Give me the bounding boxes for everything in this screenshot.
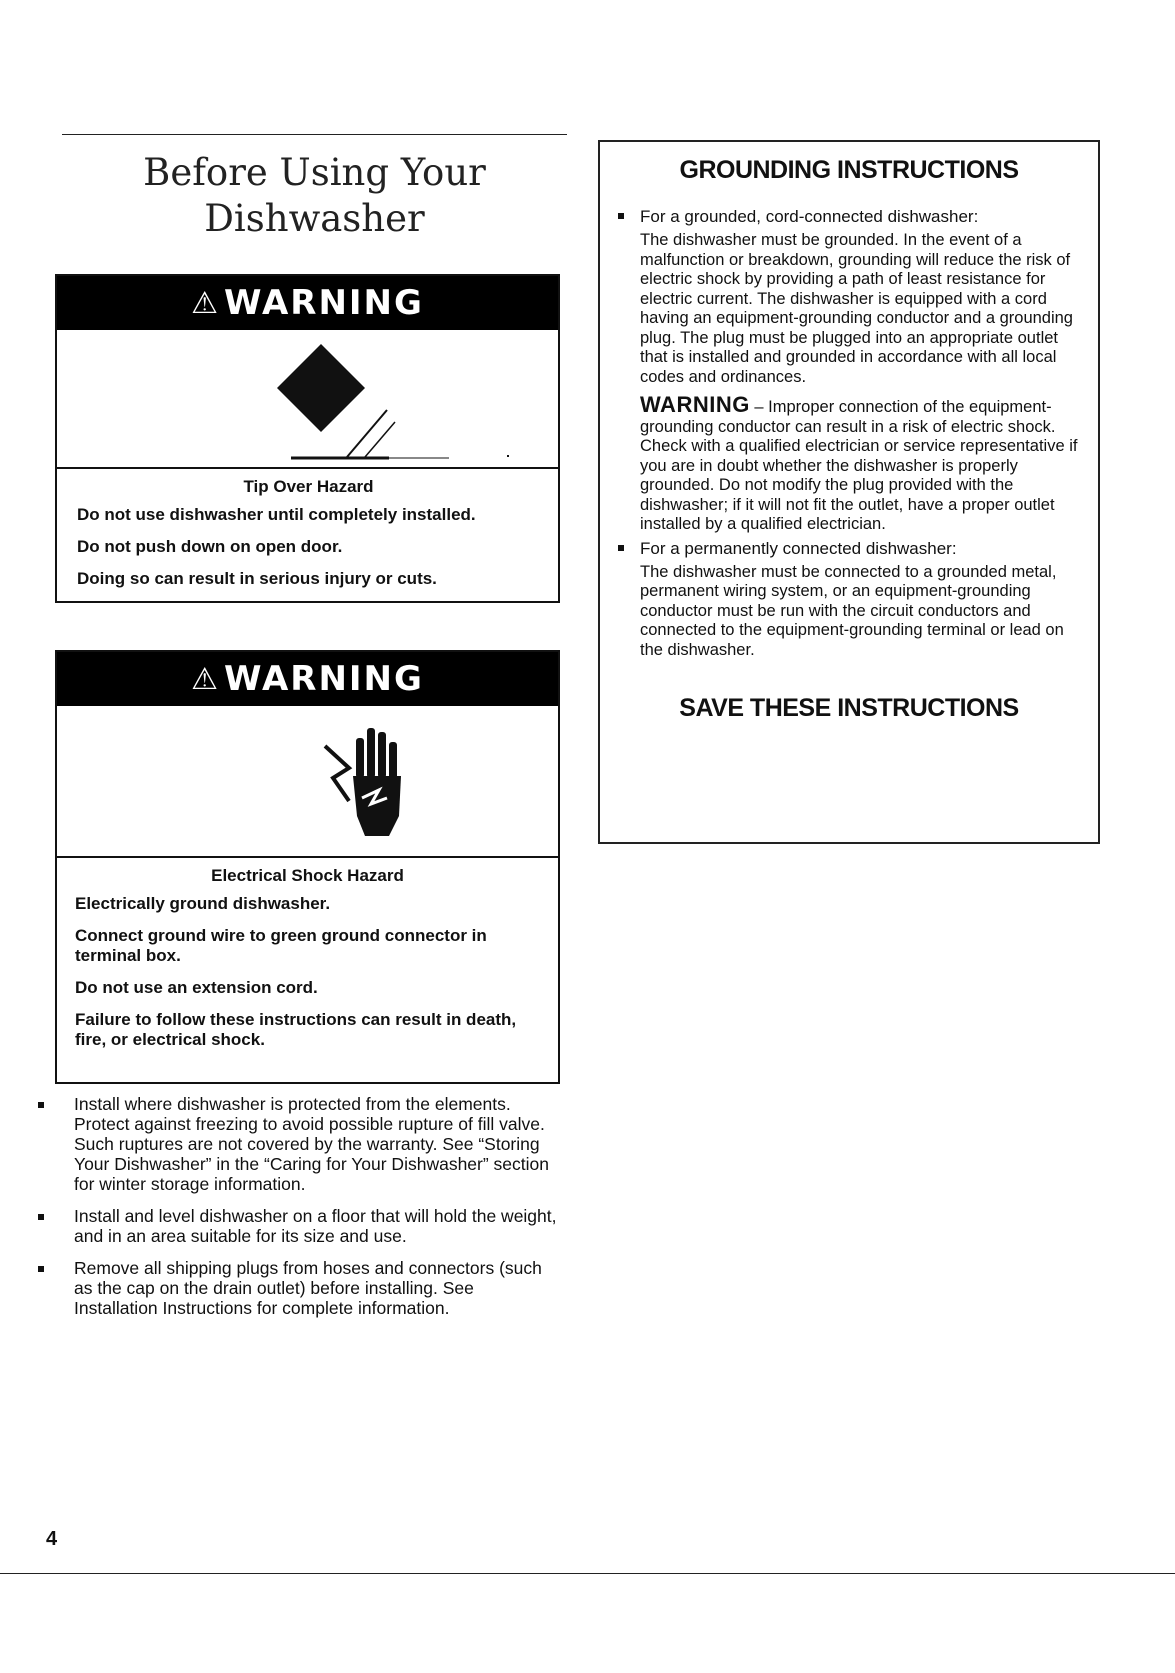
grounding-item-lead: For a grounded, cord-connected dishwasher: bbox=[614, 207, 1084, 227]
warning-word: WARNING bbox=[640, 392, 750, 417]
warning-triangle-icon: ⚠ bbox=[191, 661, 220, 697]
tip-over-icon bbox=[57, 330, 558, 467]
list-item: Install where dishwasher is protected from the elements. Protect against freezing to avoid possible rupture of fill valve. Such ruptures are not covered by the warranty. See “Storing Your Dishwasher” in the “Caring for Your Dishwasher” section for winter storage information. bbox=[38, 1094, 558, 1194]
grounding-item-text: The dishwasher must be grounded. In the event of a malfunction or breakdown, grounding will reduce the risk of electric shock by providing a path of least resistance for electric current. The dishwasher is equipped with a cord having an equipment-grounding conductor and a grounding plug. The plug must be plugged into an appropriate outlet that is installed and grounded in accordance with all local codes and ordinances. bbox=[640, 231, 1073, 386]
list-item: Remove all shipping plugs from hoses and connectors (such as the cap on the drain outlet) before installing. See Installation Instructions for complete information. bbox=[38, 1258, 558, 1318]
warning-line: Do not use dishwasher until completely installed. bbox=[77, 505, 476, 524]
save-instructions-heading: SAVE THESE INSTRUCTIONS bbox=[679, 694, 1019, 722]
warning-header-label: WARNING bbox=[223, 283, 424, 323]
warning-line: Failure to follow these instructions can result in death, fire, or electrical shock. bbox=[75, 1010, 517, 1049]
page-title-line2: Dishwasher bbox=[204, 197, 425, 240]
warning-header-label: WARNING bbox=[223, 659, 424, 699]
electrical-warning-text bbox=[57, 858, 558, 1070]
warning-line: Doing so can result in serious injury or cuts. bbox=[77, 569, 437, 588]
tip-over-pictogram bbox=[57, 330, 558, 469]
page-title bbox=[62, 150, 567, 242]
tip-over-warning-text bbox=[57, 469, 558, 601]
tip-over-warning-box bbox=[55, 274, 560, 603]
grounding-title: GROUNDING INSTRUCTIONS bbox=[679, 156, 1019, 184]
page-title-line1: Before Using Your bbox=[143, 151, 486, 194]
list-item: Install and level dishwasher on a floor that will hold the weight, and in an area suitable for its size and use. bbox=[38, 1206, 558, 1246]
install-bullet-list bbox=[38, 1094, 558, 1330]
warning-line: Do not use an extension cord. bbox=[75, 978, 318, 997]
warning-header bbox=[57, 276, 558, 330]
electrical-shock-warning-box bbox=[55, 650, 560, 1084]
warning-triangle-icon: ⚠ bbox=[191, 285, 220, 321]
grounding-warning-text: – Improper connection of the equipment-grounding conductor can result in a risk of electric shock. Check with a qualified electrician or service representative if you are in doubt whether the dishwasher is properly grounded. Do not modify the plug provided with the dishwasher; if it will not fit the outlet, have a proper outlet installed by a qualified electrician. bbox=[640, 398, 1078, 533]
warning-header bbox=[57, 652, 558, 706]
hazard-title: Tip Over Hazard bbox=[243, 477, 374, 496]
electrical-shock-pictogram bbox=[57, 706, 558, 858]
grounding-warning-paragraph bbox=[614, 392, 1084, 535]
hazard-title: Electrical Shock Hazard bbox=[211, 866, 404, 885]
page-number: 4 bbox=[46, 1528, 58, 1550]
electric-shock-hand-icon bbox=[57, 706, 558, 856]
bottom-rule bbox=[0, 1573, 1175, 1574]
grounding-instructions-box bbox=[598, 140, 1100, 844]
top-rule bbox=[62, 134, 567, 135]
warning-line: Connect ground wire to green ground connector in terminal box. bbox=[75, 926, 487, 965]
grounding-item-lead: For a permanently connected dishwasher: bbox=[614, 539, 1084, 559]
grounding-item-text: The dishwasher must be connected to a grounded metal, permanent wiring system, or an equipment-grounding conductor must be run with the circuit conductors and connected to the equipment-grounding terminal or lead on the dishwasher. bbox=[640, 562, 1064, 659]
warning-line: Electrically ground dishwasher. bbox=[75, 894, 331, 913]
warning-line: Do not push down on open door. bbox=[77, 537, 343, 556]
